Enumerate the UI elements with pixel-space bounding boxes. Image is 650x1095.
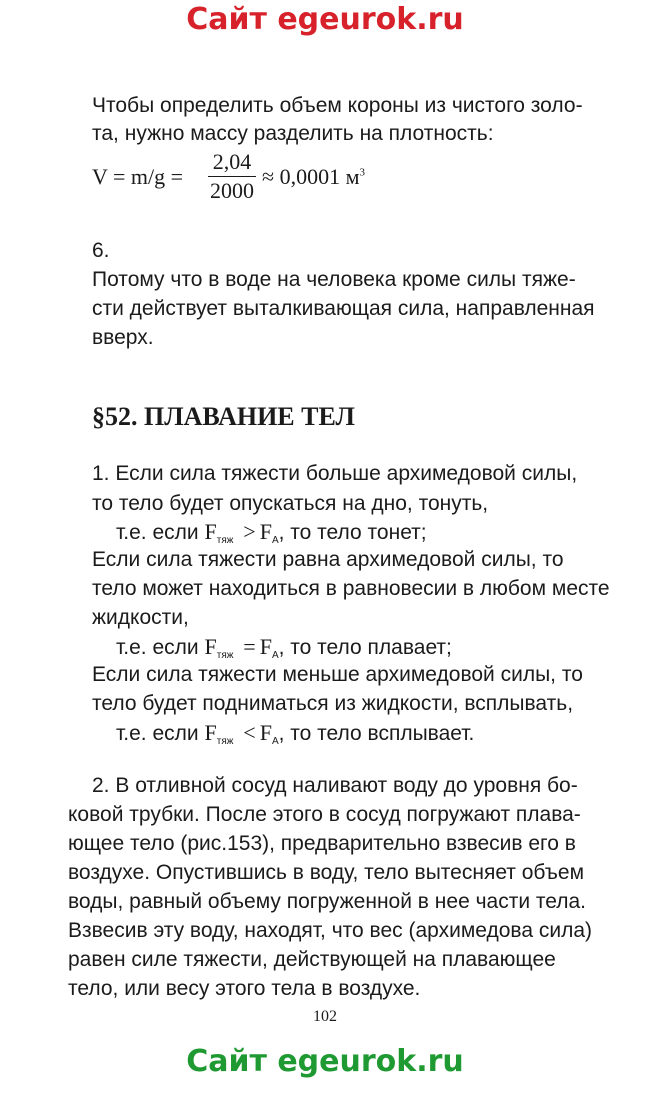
q1-line-6: Если сила тяжести меньше архимедовой силы, то	[92, 663, 583, 686]
comparison-operator: =	[243, 634, 256, 659]
q2-line-7: равен силе тяжести, действующей на плавающее	[68, 948, 556, 971]
cond-prefix: т.е. если	[116, 521, 199, 544]
gravity-force: F	[204, 634, 217, 659]
gravity-subscript: тяж	[216, 736, 234, 747]
q2-line-3: ющее тело (рис.153), предварительно взвесив его в	[68, 832, 576, 855]
archimedes-force: F	[259, 720, 272, 745]
gravity-subscript: тяж	[216, 535, 234, 546]
gravity-force: F	[204, 720, 217, 745]
q6-line-2: сти действует выталкивающая сила, направленная	[92, 297, 595, 320]
archimedes-force: F	[259, 519, 272, 544]
formula-rhs	[262, 164, 365, 190]
q2-line-8: тело, или весу этого тела в воздухе.	[68, 977, 421, 1000]
q6-line-1: Потому что в воде на человека кроме силы тяже-	[92, 268, 576, 291]
archimedes-subscript: A	[271, 736, 279, 747]
intro-line-1: Чтобы определить объем короны из чистого золо-	[92, 94, 583, 117]
cond-prefix: т.е. если	[116, 722, 199, 745]
page-number: 102	[313, 1008, 337, 1025]
archimedes-subscript: A	[271, 535, 279, 546]
watermark-bottom: Сайт egeurok.ru	[186, 1044, 464, 1079]
formula-denominator: 2000	[210, 178, 254, 203]
intro-line-2: та, нужно массу разделить на плотность:	[92, 122, 494, 145]
formula-lhs: V = m/g =	[92, 164, 184, 189]
archimedes-force: F	[259, 634, 272, 659]
gravity-subscript: тяж	[216, 650, 234, 661]
formula-result: ≈ 0,0001 м	[262, 164, 360, 189]
condition-rises	[116, 719, 474, 756]
q6-line-3: вверх.	[92, 326, 154, 349]
cond-suffix: , то тело всплывает.	[278, 722, 475, 745]
comparison-operator: <	[243, 720, 256, 745]
q6-number: 6.	[92, 239, 110, 262]
gravity-force: F	[204, 519, 217, 544]
comparison-operator: >	[243, 519, 256, 544]
q1-line-3: Если сила тяжести равна архимедовой силы, то	[92, 548, 564, 571]
section-title: §52. ПЛАВАНИЕ ТЕЛ	[92, 402, 355, 431]
archimedes-subscript: A	[271, 650, 279, 661]
fraction-bar	[208, 176, 256, 177]
q1-line-4: тело может находиться в равновесии в любом месте	[92, 577, 610, 600]
q2-line-1: 2. В отливной сосуд наливают воду до уровня бо-	[92, 774, 578, 797]
q2-line-2: ковой трубки. После этого в сосуд погружают плава-	[68, 803, 581, 826]
q2-line-4: воздухе. Опустившись в воду, тело вытесняет объем	[68, 861, 585, 884]
q1-line-7: тело будет подниматься из жидкости, всплывать,	[92, 692, 574, 715]
q1-line-2: то тело будет опускаться на дно, тонуть,	[92, 492, 489, 515]
cond-suffix: , то тело плавает;	[278, 636, 452, 659]
formula-numerator: 2,04	[212, 149, 252, 174]
q2-line-5: воды, равный объему погруженной в нее части тела.	[68, 890, 587, 913]
formula-unit-exponent: 3	[359, 166, 365, 179]
formula-fraction	[208, 150, 256, 203]
q1-line-5: жидкости,	[92, 606, 189, 629]
q2-line-6: Взвесив эту воду, находят, что вес (архимедова сила)	[68, 919, 592, 942]
q1-line-1: 1. Если сила тяжести больше архимедовой силы,	[92, 462, 578, 485]
cond-suffix: , то тело тонет;	[278, 521, 427, 544]
cond-prefix: т.е. если	[116, 636, 199, 659]
watermark-top: Сайт egeurok.ru	[186, 2, 464, 37]
